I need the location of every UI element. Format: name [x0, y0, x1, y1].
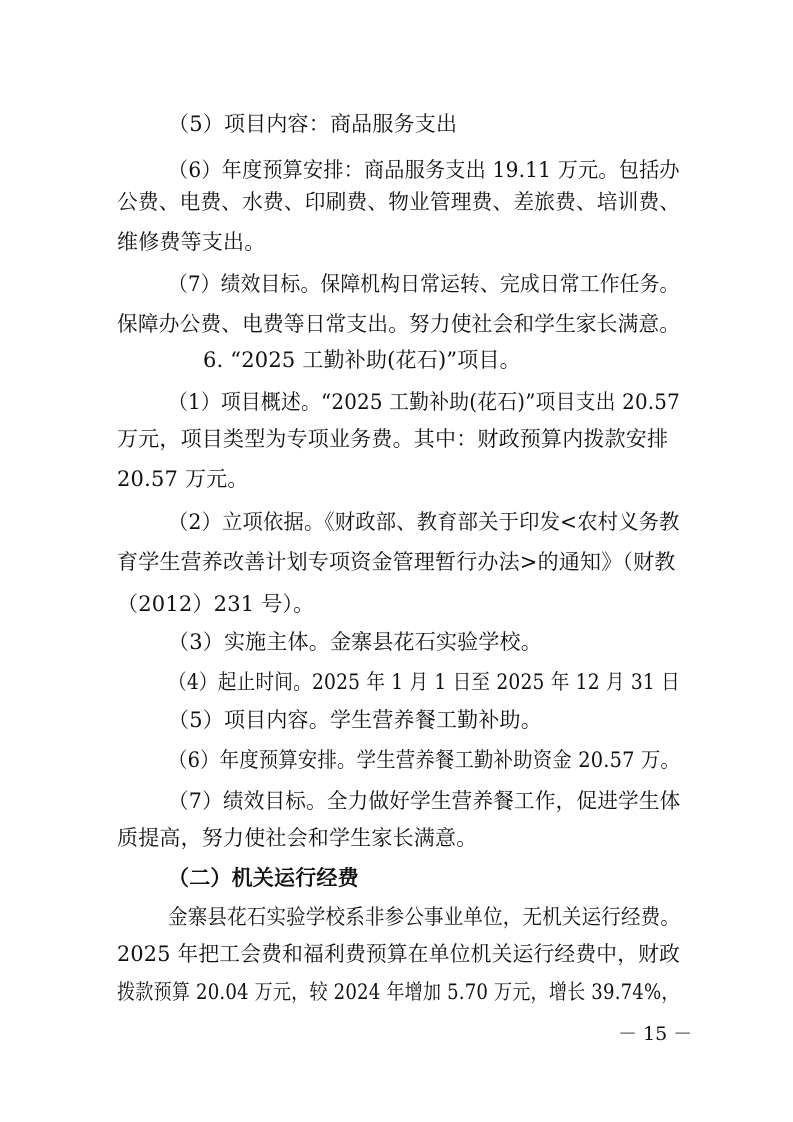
text-line: （1）项目概述。“2025 工勤补助(花石)”项目支出 20.57 — [168, 390, 680, 414]
text-line: 质提高，努力使社会和学生家长满意。 — [117, 826, 478, 850]
text-line: 拨款预算 20.04 万元，较 2024 年增加 5.70 万元，增长 39.74%， — [117, 980, 680, 1004]
text-line: 2025 年把工会费和福利费预算在单位机关运行经费中，财政 — [117, 942, 681, 966]
text-line: 育学生营养改善计划专项资金管理暂行办法>的通知》（财教 — [117, 550, 676, 574]
text-line: （5）项目内容：商品服务支出 — [168, 112, 458, 136]
text-line: 公费、电费、水费、印刷费、物业管理费、差旅费、培训费、 — [117, 190, 681, 214]
text-line: （2）立项依据。《财政部、教育部关于印发<农村义务教 — [168, 510, 680, 534]
text-line: 保障办公费、电费等日常支出。努力使社会和学生家长满意。 — [117, 312, 681, 336]
text-line: （6）年度预算安排：商品服务支出 19.11 万元。包括办 — [168, 158, 680, 182]
text-line: （7）绩效目标。保障机构日常运转、完成日常工作任务。 — [168, 272, 680, 296]
text-line: 20.57 万元。 — [117, 467, 249, 491]
text-line: （5）项目内容。学生营养餐工勤补助。 — [168, 708, 542, 732]
text-line: 维修费等支出。 — [117, 230, 266, 254]
page-number: － 15 － — [618, 1023, 693, 1045]
text-line: （7）绩效目标。全力做好学生营养餐工作，促进学生体 — [168, 789, 681, 813]
text-line: （2012）231 号）。 — [117, 592, 315, 616]
section-heading: （二）机关运行经费 — [168, 865, 359, 890]
text-line: （6）年度预算安排。学生营养餐工勤补助资金 20.57 万。 — [168, 748, 681, 772]
text-line: 万元，项目类型为专项业务费。其中：财政预算内拨款安排 — [117, 427, 669, 451]
text-line: （4）起止时间。2025 年 1 月 1 日至 2025 年 12 月 31 日 — [168, 670, 680, 694]
text-line: （3）实施主体。金寨县花石实验学校。 — [168, 630, 542, 654]
text-line: 金寨县花石实验学校系非参公事业单位，无机关运行经费。 — [168, 905, 681, 929]
section-heading: 6. “2025 工勤补助(花石)”项目。 — [203, 348, 521, 372]
